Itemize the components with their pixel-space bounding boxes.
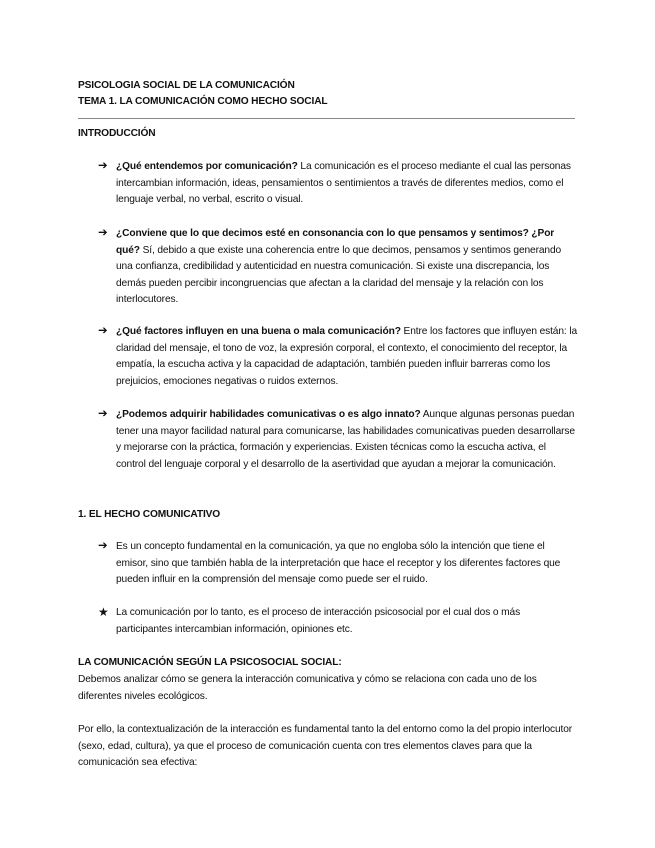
bullet-answer: La comunicación es el proceso mediante el cual las personas intercambian información, ideas, pensamientos o sentimientos a través de diferentes medios, como el lenguaje verbal, no verbal, escrito o visual. xyxy=(116,161,571,206)
arrow-icon: ➔ xyxy=(98,227,108,239)
course-title: PSICOLOGIA SOCIAL DE LA COMUNICACIÓN xyxy=(78,80,295,91)
bullet-question: ¿Conviene que lo que decimos esté en consonancia con lo que pensamos y sentimos? ¿Por qué? xyxy=(116,228,555,256)
arrow-icon: ➔ xyxy=(98,408,108,420)
arrow-icon: ➔ xyxy=(98,325,108,337)
bullet-text: La comunicación por lo tanto, es el proceso de interacción psicosocial por el cual dos o más participantes intercambian información, opiniones etc. xyxy=(116,607,521,635)
header-divider xyxy=(78,118,575,119)
bullet-text xyxy=(116,407,578,473)
section2-heading: LA COMUNICACIÓN SEGÚN LA PSICOSOCIAL SOCIAL: xyxy=(78,657,342,668)
intro-heading: INTRODUCCIÓN xyxy=(78,128,156,139)
bullet-answer: Aunque algunas personas puedan tener una mayor facilidad natural para comunicarse, las habilidades comunicativas pueden desarrollarse y mejorarse con la práctica, formación y experiencias. Existen técnicas como la escucha activa, el control del lenguaje corporal y el desarrollo de la asertividad que ayudan a mejorar la comunicación. xyxy=(116,409,575,470)
bullet-text xyxy=(116,324,578,390)
arrow-icon: ➔ xyxy=(98,540,108,552)
bullet-question: ¿Podemos adquirir habilidades comunicativas o es algo innato? xyxy=(116,409,421,420)
topic-title: TEMA 1. LA COMUNICACIÓN COMO HECHO SOCIAL xyxy=(78,96,328,107)
bullet-text xyxy=(116,226,578,309)
bullet-answer: Entre los factores que influyen están: la claridad del mensaje, el tono de voz, la expresión corporal, el contexto, el conocimiento del receptor, la empatía, la escucha activa y la capacidad de adaptación, también pueden influir barreras como los prejuicios, emociones negativas o ruidos externos. xyxy=(116,326,578,387)
arrow-icon: ➔ xyxy=(98,160,108,172)
bullet-text xyxy=(116,159,578,209)
section2-paragraph: Debemos analizar cómo se genera la interacción comunicativa y cómo se relaciona con cada uno de los diferentes niveles ecológicos. xyxy=(78,674,537,702)
star-icon: ★ xyxy=(98,605,109,619)
bullet-question: ¿Qué entendemos por comunicación? xyxy=(116,161,298,172)
section2-paragraph: Por ello, la contextualización de la interacción es fundamental tanto la del entorno como la del propio interlocutor (sexo, edad, cultura), ya que el proceso de comunicación cuenta con tres elementos claves para que la comunicación sea efectiva: xyxy=(78,724,573,769)
bullet-text: Es un concepto fundamental en la comunicación, ya que no engloba sólo la intención que tiene el emisor, sino que también habla de la interpretación que hace el receptor y los diferentes factores que pueden influir en la comprensión del mensaje como puede ser el ruido. xyxy=(116,541,561,586)
section1-heading: 1. EL HECHO COMUNICATIVO xyxy=(78,509,221,520)
bullet-question: ¿Qué factores influyen en una buena o mala comunicación? xyxy=(116,326,401,337)
bullet-answer: Sí, debido a que existe una coherencia entre lo que decimos, pensamos y sentimos generando una confianza, credibilidad y autenticidad en nuestra comunicación. Si existe una discrepancia, los demás pueden percibir incongruencias que afectan a la claridad del mensaje y la relación con los interlocutores. xyxy=(116,244,562,306)
